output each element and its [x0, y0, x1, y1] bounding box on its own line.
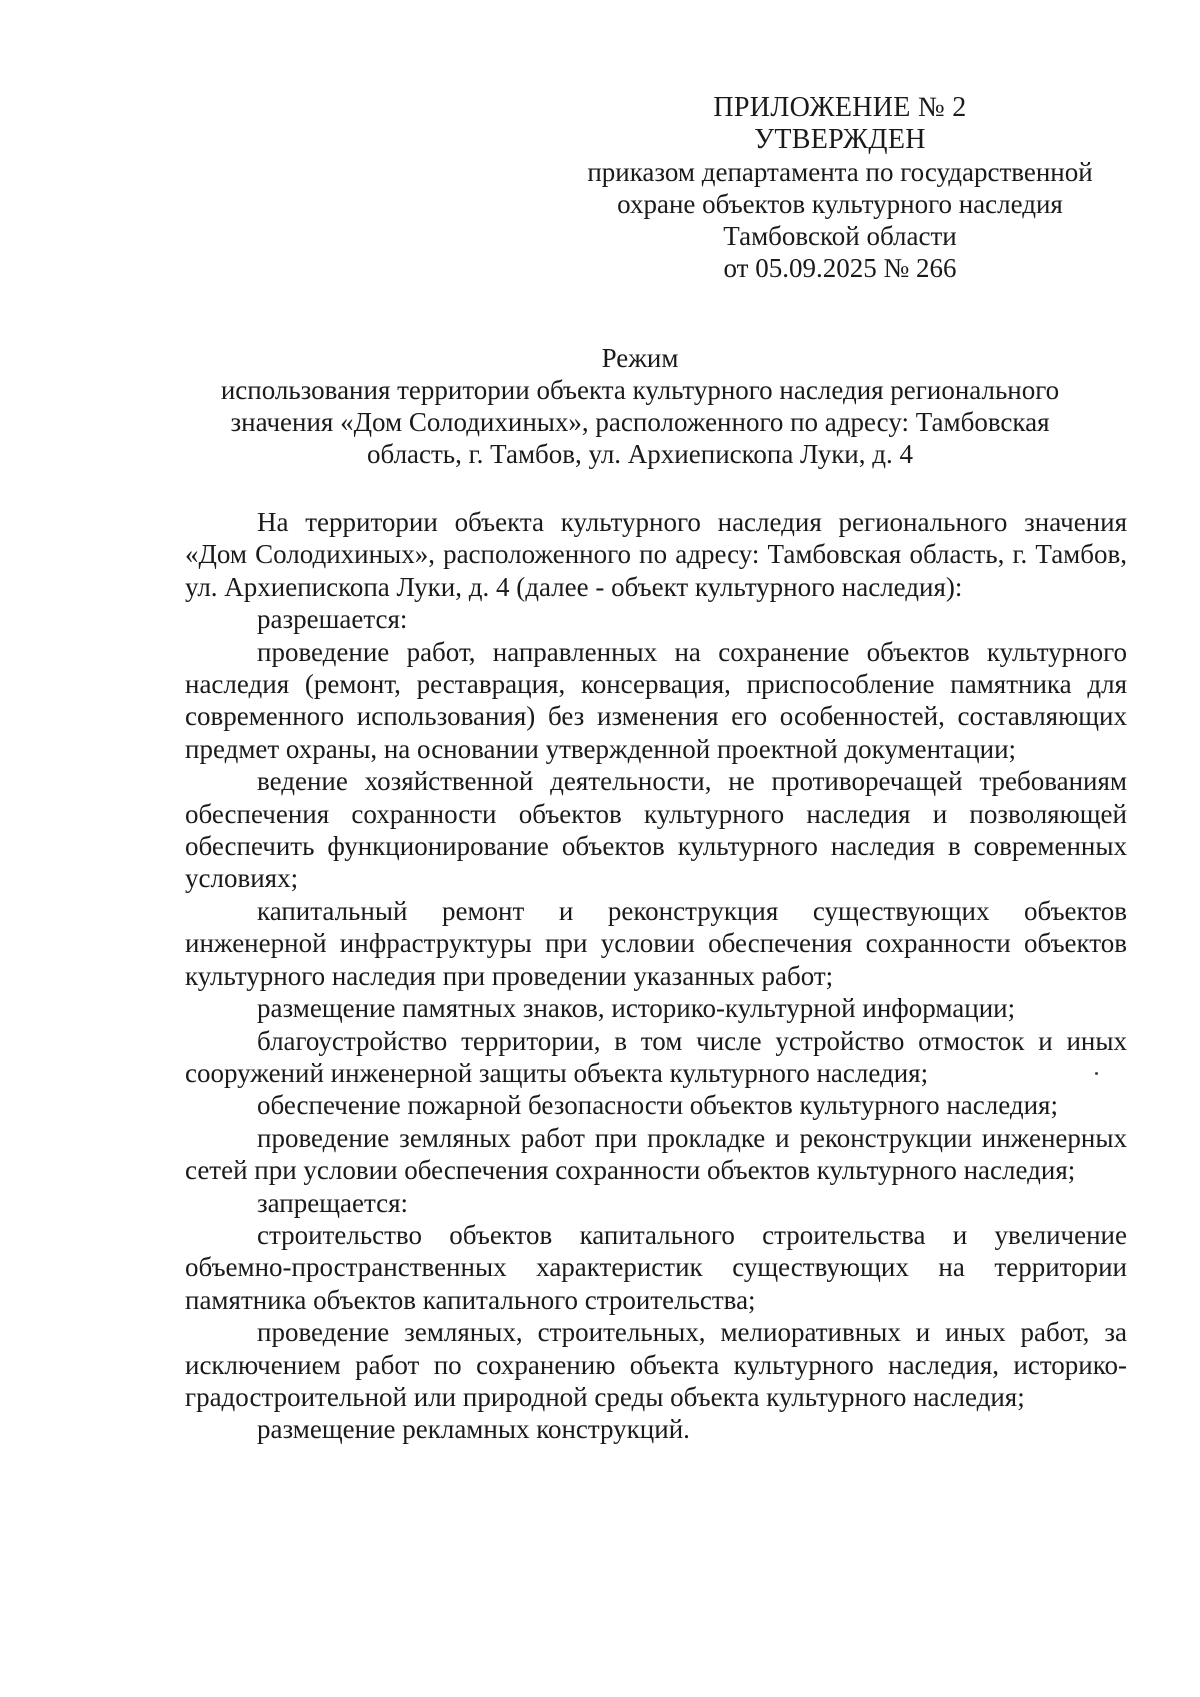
scan-speck: [1095, 1072, 1098, 1075]
document-title: [185, 342, 1095, 470]
title-line-4: область, г. Тамбов, ул. Архиепископа Луки, д. 4: [367, 439, 913, 469]
approval-block: [560, 92, 1120, 284]
forbidden-label: запрещается:: [257, 1187, 409, 1218]
order-line-1: приказом департамента по государственной: [587, 157, 1093, 187]
title-line-2: использования территории объекта культурного наследия регионального: [220, 375, 1060, 405]
order-date-number: от 05.09.2025 № 266: [723, 253, 957, 283]
forbidden-item: размещение рекламных конструкций.: [257, 1414, 690, 1445]
forbidden-item: строительство объектов капитального строительства и увеличение объемно-пространственных характеристик существующих на территории памятника объектов капитального строительства;: [185, 1219, 1127, 1315]
allowed-label: разрешается:: [257, 604, 408, 635]
order-line-3: Тамбовской области: [723, 221, 957, 251]
allowed-item: благоустройство территории, в том числе устройство отмосток и иных сооружений инженерной защиты объекта культурного наследия;: [185, 1025, 1127, 1088]
title-heading: Режим: [601, 343, 679, 373]
title-line-3: значения «Дом Солодихиных», расположенного по адресу: Тамбовская: [230, 407, 1050, 437]
allowed-item: размещение памятных знаков, историко-культурной информации;: [257, 993, 1016, 1024]
allowed-item: ведение хозяйственной деятельности, не противоречащей требованиям обеспечения сохранности объектов культурного наследия и позволяющей обеспечить функционирование объектов культурного наследия в современных условиях;: [185, 766, 1127, 894]
allowed-item: капитальный ремонт и реконструкция существующих объектов инженерной инфраструктуры при условии обеспечения сохранности объектов культурного наследия при проведении указанных работ;: [185, 895, 1127, 991]
allowed-item: проведение работ, направленных на сохранение объектов культурного наследия (ремонт, реставрация, консервация, приспособление памятника для современного использования) без изменения его особенностей, составляющих предмет охраны, на основании утвержденной проектной документации;: [185, 636, 1127, 764]
intro-paragraph: На территории объекта культурного наследия регионального значения «Дом Солодихиных», расположенного по адресу: Тамбовская область, г. Тамбов, ул. Архиепископа Луки, д. 4 (далее - объект культурного наследия):: [185, 507, 1127, 602]
forbidden-item: проведение земляных, строительных, мелиоративных и иных работ, за исключением работ по сохранению объекта культурного наследия, историко-градостроительной или природной среды объекта культурного наследия;: [185, 1317, 1127, 1412]
appendix-number: ПРИЛОЖЕНИЕ № 2: [713, 92, 967, 123]
document-body: [185, 506, 1127, 1446]
allowed-item: обеспечение пожарной безопасности объектов культурного наследия;: [257, 1090, 1058, 1121]
allowed-item: проведение земляных работ при прокладке и реконструкции инженерных сетей при условии обеспечения сохранности объектов культурного наследия;: [185, 1122, 1127, 1186]
order-line-2: охране объектов культурного наследия: [617, 189, 1063, 219]
approved-stamp: УТВЕРЖДЕН: [754, 124, 926, 155]
